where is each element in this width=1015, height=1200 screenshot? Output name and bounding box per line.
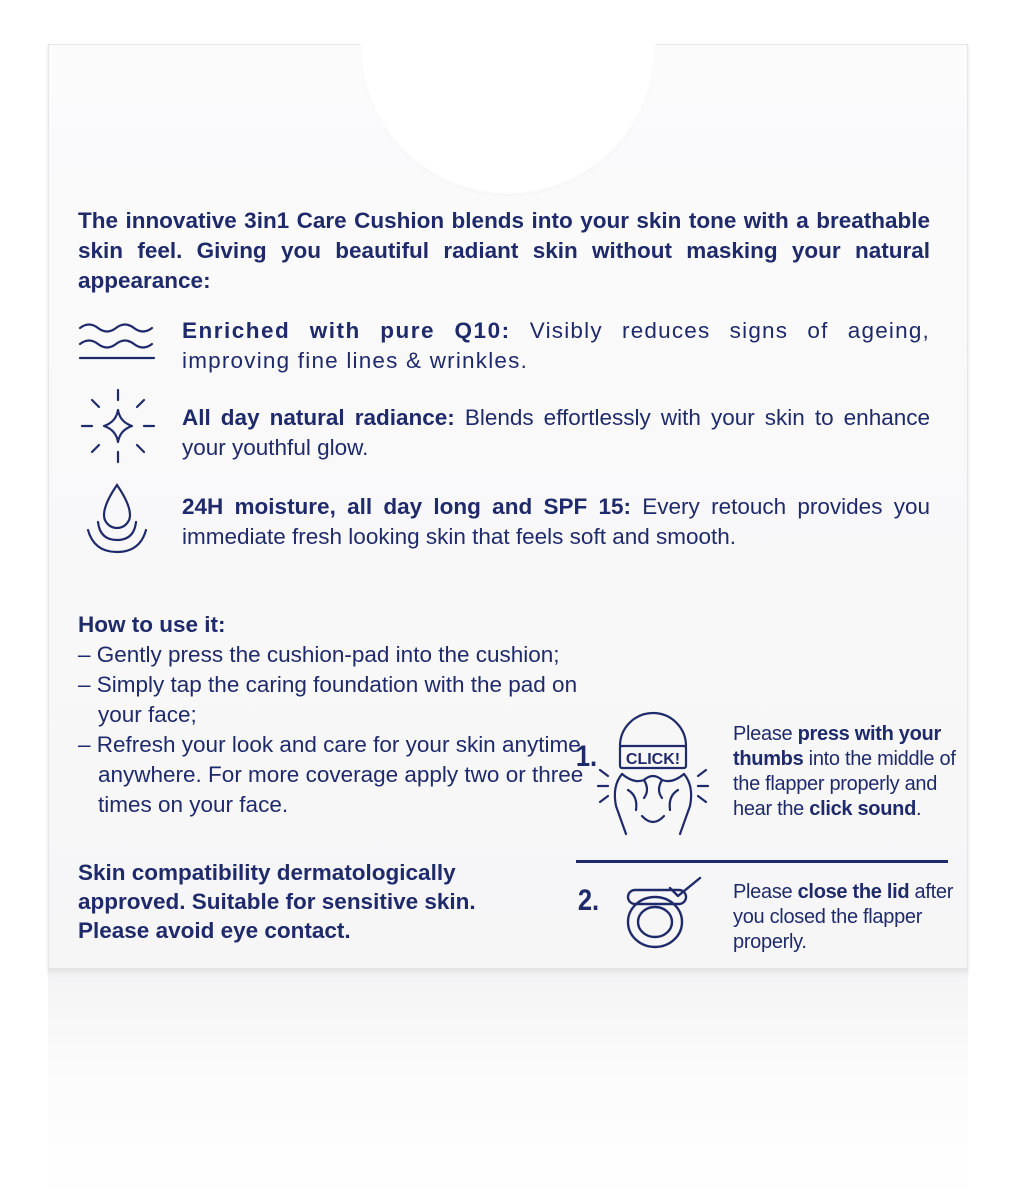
feature-q10-title: Enriched with pure Q10:	[182, 318, 511, 343]
how-to-section	[78, 610, 598, 820]
instruction-emphasis: click sound	[809, 798, 916, 820]
droplet-icon	[78, 482, 156, 556]
feature-radiance	[182, 403, 930, 463]
compact-close-icon	[622, 874, 704, 952]
how-to-title: How to use it:	[78, 612, 226, 637]
compatibility-note: Skin compatibility dermatologically approved. Suitable for sensitive skin. Please avoid eye contact.	[78, 860, 476, 943]
step-number-1: 1.	[575, 740, 598, 773]
instruction-emphasis: press with your thumbs	[733, 723, 941, 770]
intro-text: The innovative 3in1 Care Cushion blends into your skin tone with a breathable skin feel. Giving you beautiful radiant skin without masking your natural appearance:	[78, 208, 930, 293]
instruction-text: after you closed the flapper properly.	[733, 881, 954, 953]
instruction-emphasis: close the lid	[797, 881, 910, 903]
instruction-text: .	[915, 798, 922, 820]
package-edge	[48, 968, 968, 976]
feature-moisture	[182, 492, 930, 552]
box-reflection	[48, 975, 968, 1200]
feature-q10-text: Visibly reduces signs of ageing, improving fine lines & wrinkles.	[182, 318, 930, 373]
feature-moisture-title: 24H moisture, all day long and SPF 15:	[182, 494, 632, 519]
instruction-divider	[576, 860, 948, 863]
feature-q10	[182, 316, 930, 376]
feature-radiance-title: All day natural radiance:	[182, 405, 455, 430]
instruction-1-text	[733, 722, 958, 822]
how-to-step: – Simply tap the caring foundation with the pad on your face;	[78, 672, 578, 727]
feature-moisture-text: Every retouch provides you immediate fresh looking skin that feels soft and smooth.	[182, 494, 930, 549]
how-to-step: – Gently press the cushion-pad into the cushion;	[78, 642, 560, 667]
feature-radiance-text: Blends effortlessly with your skin to enhance your youthful glow.	[182, 405, 930, 460]
instruction-text: Please	[733, 881, 798, 903]
step-number-2: 2.	[577, 884, 600, 917]
click-press-icon	[598, 706, 708, 846]
instruction-2-text	[733, 880, 958, 955]
instruction-text: into the middle of the flapper properly and hear the	[733, 748, 956, 820]
waves-icon	[78, 318, 156, 364]
instruction-text: Please	[733, 723, 798, 745]
how-to-step: – Refresh your look and care for your skin anytime, anywhere. For more coverage apply two or three times on your face.	[78, 732, 587, 817]
click-label: CLICK!	[625, 751, 681, 768]
sparkle-icon	[78, 388, 156, 464]
